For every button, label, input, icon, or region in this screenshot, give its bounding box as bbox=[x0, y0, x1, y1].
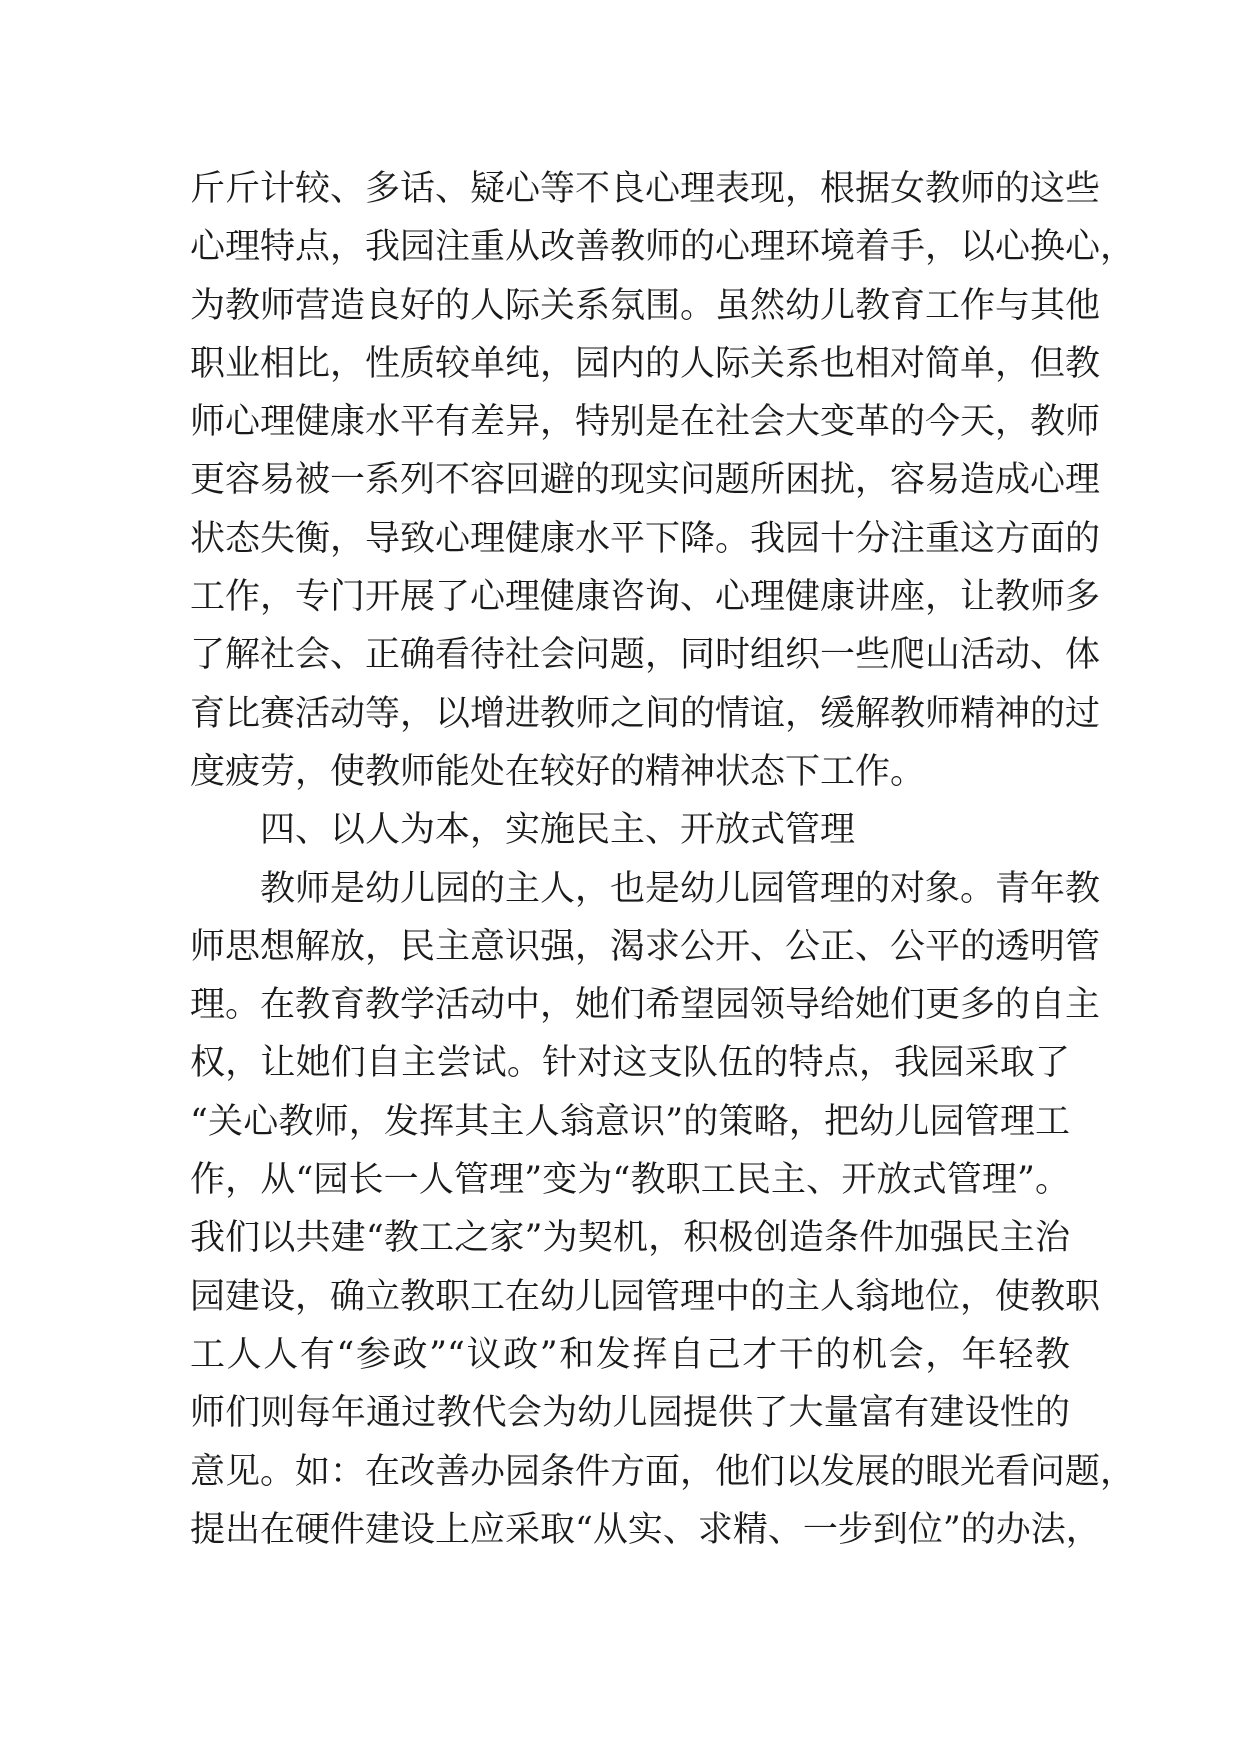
text-line: 度疲劳，使教师能处在较好的精神状态下工作。 bbox=[190, 751, 926, 792]
text-line: 更容易被一系列不容回避的现实问题所困扰，容易造成心理 bbox=[190, 460, 1101, 501]
text-line: 权，让她们自主尝试。针对这支队伍的特点，我园采取了 bbox=[190, 1043, 1070, 1084]
text-line: 园建设，确立教职工在幼儿园管理中的主人翁地位，使教职 bbox=[190, 1276, 1101, 1317]
text-line: 斤斤计较、多话、疑心等不良心理表现，根据女教师的这些 bbox=[190, 169, 1101, 209]
text-line: “关心教师，发挥其主人翁意识”的策略，把幼儿园管理工 bbox=[190, 1101, 1070, 1142]
text-line: 我们以共建“教工之家”为契机，积极创造条件加强民主治 bbox=[190, 1218, 1070, 1259]
section-heading: 四、以人为本，实施民主、开放式管理 bbox=[260, 810, 856, 851]
text-line: 提出在硬件建设上应采取“从实、求精、一步到位”的办法， bbox=[190, 1509, 1101, 1550]
text-line: 了解社会、正确看待社会问题，同时组织一些爬山活动、体 bbox=[190, 635, 1101, 676]
text-line: 理。在教育教学活动中，她们希望园领导给她们更多的自主 bbox=[190, 985, 1101, 1026]
text-line: 师思想解放，民主意识强，渴求公开、公正、公平的透明管 bbox=[190, 926, 1101, 967]
text-line: 状态失衡，导致心理健康水平下降。我园十分注重这方面的 bbox=[190, 518, 1101, 559]
document-body bbox=[190, 160, 1136, 1559]
text-line: 师们则每年通过教代会为幼儿园提供了大量富有建设性的 bbox=[190, 1393, 1070, 1434]
text-line: 工作，专门开展了心理健康咨询、心理健康讲座，让教师多 bbox=[190, 577, 1101, 618]
text-line: 育比赛活动等，以增进教师之间的情谊，缓解教师精神的过 bbox=[190, 693, 1101, 734]
text-line: 意见。如：在改善办园条件方面，他们以发展的眼光看问题， bbox=[190, 1451, 1136, 1492]
text-line: 为教师营造良好的人际关系氛围。虽然幼儿教育工作与其他 bbox=[190, 285, 1101, 326]
text-line: 职业相比，性质较单纯，园内的人际关系也相对简单，但教 bbox=[190, 343, 1101, 384]
text-line: 工人人有“参政”“议政”和发挥自己才干的机会，年轻教 bbox=[190, 1334, 1070, 1375]
text-line: 作，从“园长一人管理”变为“教职工民主、开放式管理”。 bbox=[190, 1160, 1070, 1201]
paragraph-first-line: 教师是幼儿园的主人，也是幼儿园管理的对象。青年教 bbox=[260, 868, 1101, 909]
text-line: 心理特点，我园注重从改善教师的心理环境着手，以心换心， bbox=[190, 227, 1136, 268]
text-line: 师心理健康水平有差异，特别是在社会大变革的今天，教师 bbox=[190, 402, 1101, 443]
